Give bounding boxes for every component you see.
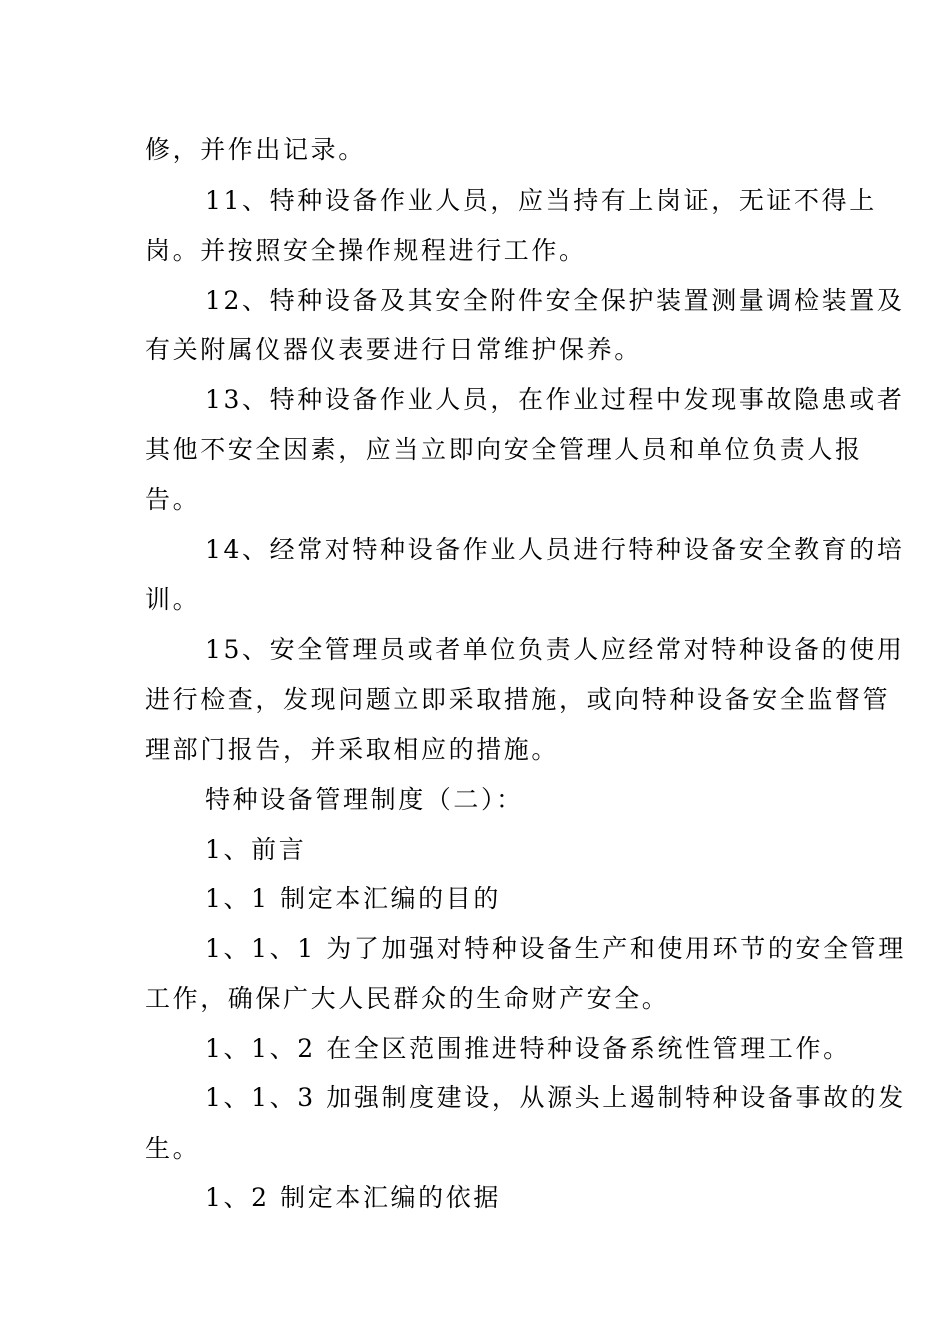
text-line: 1、1、1 为了加强对特种设备生产和使用环节的安全管理 xyxy=(205,934,906,963)
text-line: 理部门报告，并采取相应的措施。 xyxy=(145,735,560,764)
text-line: 12、特种设备及其安全附件安全保护装置测量调检装置及 xyxy=(205,286,905,315)
text-line: 有关附属仪器仪表要进行日常维护保养。 xyxy=(145,335,642,364)
text-line: 1、1、2 在全区范围推进特种设备系统性管理工作。 xyxy=(205,1034,851,1063)
text-line: 1、前言 xyxy=(205,835,307,864)
text-line: 14、经常对特种设备作业人员进行特种设备安全教育的培 xyxy=(205,535,905,564)
text-line: 1、1 制定本汇编的目的 xyxy=(205,884,501,913)
text-line: 1、1、3 加强制度建设，从源头上遏制特种设备事故的发 xyxy=(205,1083,906,1112)
section-heading: 特种设备管理制度（二）： xyxy=(205,785,524,814)
text-line: 13、特种设备作业人员，在作业过程中发现事故隐患或者 xyxy=(205,385,905,414)
text-line: 生。 xyxy=(145,1134,201,1163)
text-line: 1、2 制定本汇编的依据 xyxy=(205,1183,501,1212)
text-line: 进行检查，发现问题立即采取措施，或向特种设备安全监督管 xyxy=(145,685,891,714)
text-line: 岗。并按照安全操作规程进行工作。 xyxy=(145,236,587,265)
text-line: 工作，确保广大人民群众的生命财产安全。 xyxy=(145,984,670,1013)
text-line: 15、安全管理员或者单位负责人应经常对特种设备的使用 xyxy=(205,635,905,664)
text-line: 修，并作出记录。 xyxy=(145,135,366,164)
text-line: 11、特种设备作业人员，应当持有上岗证，无证不得上 xyxy=(205,186,877,215)
text-line: 其他不安全因素，应当立即向安全管理人员和单位负责人报 xyxy=(145,435,863,464)
text-line: 训。 xyxy=(145,585,201,614)
text-line: 告。 xyxy=(145,485,201,514)
